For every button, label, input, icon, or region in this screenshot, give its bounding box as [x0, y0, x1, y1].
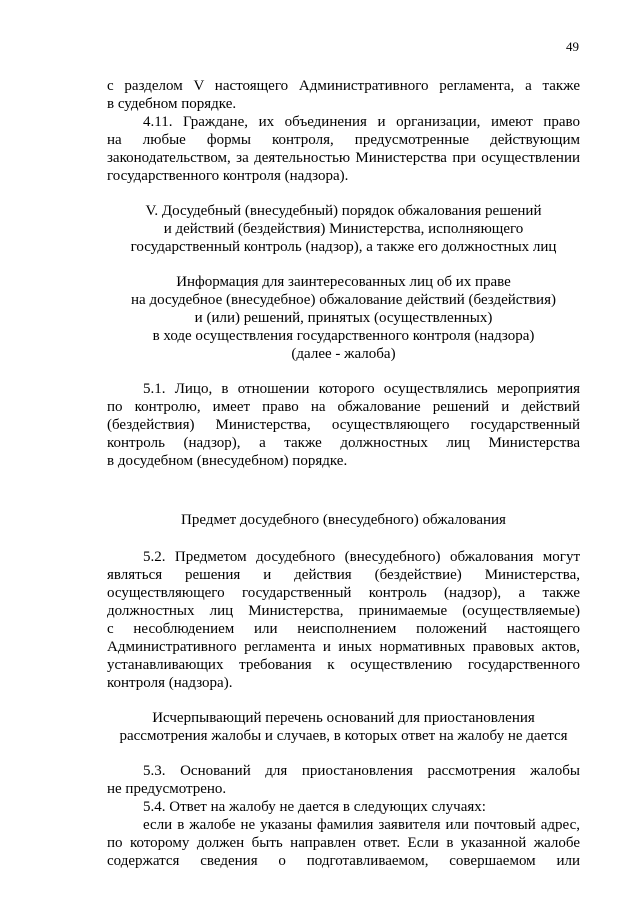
- heading-line: на досудебное (внесудебное) обжалование действий (бездействия): [131, 292, 556, 308]
- heading-line: государственный контроль (надзор), а также его должностных лиц: [130, 239, 557, 255]
- text-line: 5.3. Оснований для приостановления рассмотрения жалобы: [143, 763, 580, 779]
- heading-line: рассмотрения жалобы и случаев, в которых ответ на жалобу не дается: [119, 728, 568, 744]
- text-line: не предусмотрено.: [107, 781, 227, 797]
- heading-line: V. Досудебный (внесудебный) порядок обжалования решений: [145, 203, 542, 219]
- heading-line: Исчерпывающий перечень оснований для приостановления: [152, 710, 535, 726]
- text-line: являться решения и действия (бездействие) Министерства,: [107, 567, 580, 583]
- heading-line: и (или) решений, принятых (осуществленных): [194, 310, 493, 326]
- heading-line: Предмет досудебного (внесудебного) обжалования: [181, 512, 506, 528]
- subsection-heading-info: [107, 273, 580, 363]
- paragraph-5-1: [107, 380, 580, 470]
- paragraph-5-4: [107, 798, 580, 816]
- text-line: устанавливающих требования к осуществлению государственного: [107, 657, 580, 673]
- text-line: в досудебном (внесудебном) порядке.: [107, 453, 348, 469]
- paragraph-intro: [107, 77, 580, 113]
- text-line: контроль (надзор), а также должностных лиц Министерства: [107, 435, 580, 451]
- text-line: контроля (надзора).: [107, 675, 233, 691]
- text-line: (бездействия) Министерства, осуществляющего государственный: [107, 417, 580, 433]
- text-line: 4.11. Граждане, их объединения и организации, имеют право: [143, 114, 580, 130]
- paragraph-4-11: [107, 113, 580, 185]
- document-body: [107, 77, 580, 870]
- text-line: содержатся сведения о подготавливаемом, совершаемом или: [107, 853, 580, 869]
- subsection-heading-grounds: [107, 709, 580, 745]
- heading-line: и действий (бездействия) Министерства, исполняющего: [163, 221, 524, 237]
- text-line: по контролю, имеет право на обжалование решений и действий: [107, 399, 580, 415]
- text-line: 5.1. Лицо, в отношении которого осуществлялись мероприятия: [143, 381, 580, 397]
- paragraph-case-1: [107, 816, 580, 870]
- text-line: 5.2. Предметом досудебного (внесудебного) обжалования могут: [143, 549, 580, 565]
- text-line: с несоблюдением или неисполнением положений настоящего: [107, 621, 580, 637]
- heading-line: Информация для заинтересованных лиц об их праве: [176, 274, 511, 290]
- text-line: по которому должен быть направлен ответ. Если в указанной жалобе: [107, 835, 580, 851]
- paragraph-5-2: [107, 548, 580, 692]
- section-heading: [107, 202, 580, 256]
- text-line: с разделом V настоящего Административного регламента, а также: [107, 78, 580, 94]
- text-line: в судебном порядке.: [107, 96, 237, 112]
- paragraph-5-3: [107, 762, 580, 798]
- heading-line: в ходе осуществления государственного контроля (надзора): [152, 328, 535, 344]
- text-line: на любые формы контроля, предусмотренные действующим: [107, 132, 580, 148]
- text-line: если в жалобе не указаны фамилия заявителя или почтовый адрес,: [143, 817, 580, 833]
- text-line: осуществляющего государственный контроль (надзор), а также: [107, 585, 580, 601]
- text-line: государственного контроля (надзора).: [107, 168, 349, 184]
- subsection-heading-subject: [107, 511, 580, 529]
- heading-line: (далее - жалоба): [291, 346, 396, 362]
- text-line: Административного регламента и иных нормативных правовых актов,: [107, 639, 580, 655]
- text-line: законодательством, за деятельностью Министерства при осуществлении: [107, 150, 580, 166]
- text-line: должностных лиц Министерства, принимаемые (осуществляемые): [107, 603, 580, 619]
- page-number: 49: [566, 39, 579, 54]
- text-line: 5.4. Ответ на жалобу не дается в следующих случаях:: [143, 799, 486, 815]
